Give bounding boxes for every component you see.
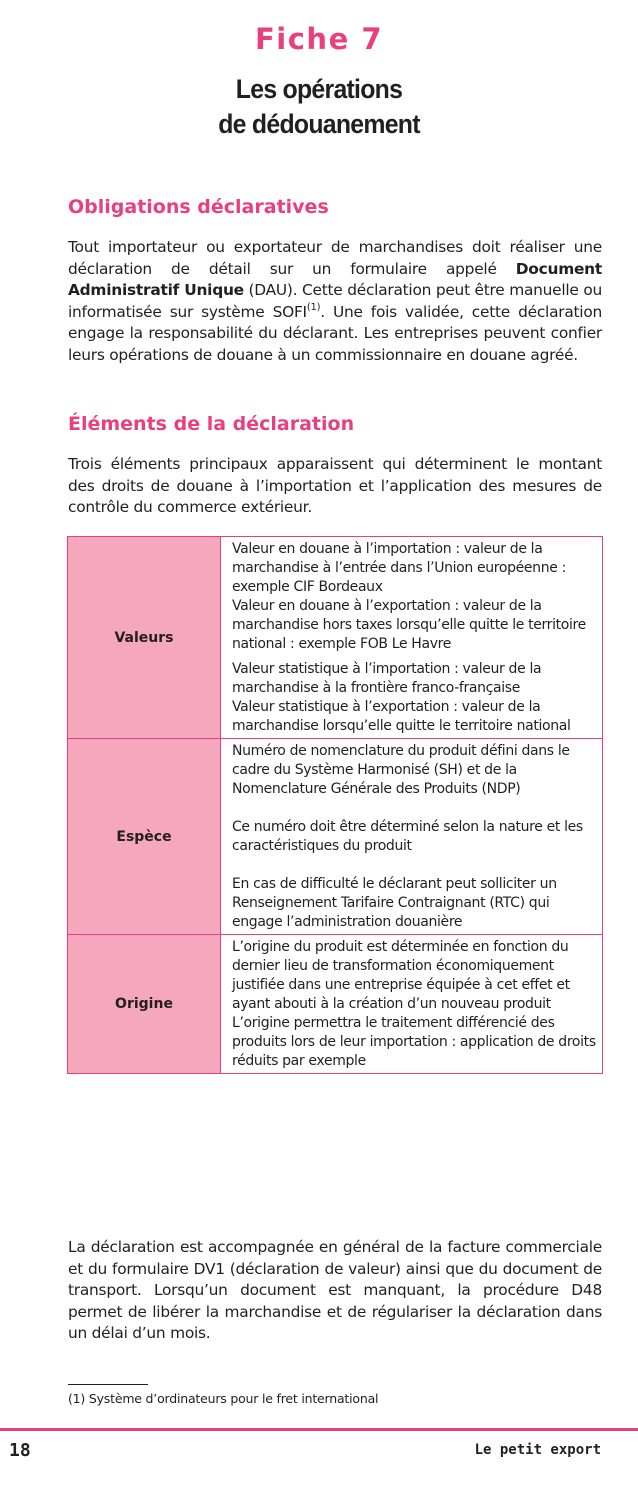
- closing-paragraph: La déclaration est accompagnée en général de la facture commerciale et du formulaire DV1 (déclaration de valeur) ainsi que du document de transport. Lorsqu’un document est manquant, la procédure D48 permet de libérer la marchandise et de régulariser la déclaration dans un délai d’un mois.: [68, 1238, 602, 1343]
- table-line: Numéro de nomenclature du produit défini dans le cadre du Système Harmonisé (SH) et de la Nomenclature Générale des Produits (NDP): [232, 743, 570, 797]
- table-description-cell: [221, 935, 603, 1074]
- running-title: Le petit export: [474, 1442, 601, 1458]
- table-category-cell: Origine: [68, 935, 221, 1074]
- declaration-elements-table: [67, 536, 603, 1074]
- table-row-espece: [68, 739, 603, 935]
- table-line: Valeur en douane à l’importation : valeur de la marchandise à l’entrée dans l’Union européenne : exemple CIF Bordeaux: [232, 541, 566, 595]
- footer-divider: [0, 1428, 638, 1431]
- dau-term: Document Administratif Unique: [68, 259, 602, 300]
- obligations-text-b: (DAU). Cette déclaration peut être manuelle ou informatisée sur système SOFI: [68, 281, 602, 321]
- footnote-divider: [68, 1384, 148, 1385]
- section-heading-elements: Éléments de la déclaration: [68, 413, 355, 435]
- page-title-line-1: Les opérations: [235, 74, 403, 104]
- table-row-origine: [68, 935, 603, 1074]
- table-category-cell: Espèce: [68, 739, 221, 935]
- table-description-cell: [221, 739, 603, 935]
- page-title: [26, 72, 613, 142]
- obligations-text-a: Tout importateur ou exportateur de marchandises doit réaliser une déclaration de détail sur un formulaire appelé: [68, 238, 602, 278]
- obligations-paragraph: [68, 237, 602, 367]
- elements-intro-paragraph: Trois éléments principaux apparaissent qui déterminent le montant des droits de douane à l’importation et l’application des mesures de contrôle du commerce extérieur.: [68, 455, 602, 517]
- table-line: L’origine du produit est déterminée en fonction du dernier lieu de transformation économiquement justifiée dans une entreprise équipée à cet effet et ayant abouti à la création d’un nouveau produit: [232, 939, 570, 1012]
- footnote: (1) Système d’ordinateurs pour le fret international: [68, 1391, 379, 1406]
- table-line: Valeur statistique à l’importation : valeur de la marchandise à la frontière franco-française: [232, 661, 542, 696]
- section-heading-obligations: Obligations déclaratives: [68, 196, 329, 218]
- table-line: Valeur statistique à l’exportation : valeur de la marchandise lorsqu’elle quitte le territoire national: [232, 699, 571, 734]
- table-line: Ce numéro doit être déterminé selon la nature et les caractéristiques du produit: [232, 819, 583, 854]
- page-title-line-2: de dédouanement: [218, 109, 420, 139]
- fiche-label: Fiche 7: [254, 22, 384, 56]
- footnote-reference: (1): [306, 301, 321, 313]
- table-line: Valeur en douane à l’exportation : valeur de la marchandise hors taxes lorsqu’elle quitte le territoire national : exemple FOB Le Havre: [232, 598, 586, 652]
- table-category-cell: Valeurs: [68, 537, 221, 739]
- page-number: 18: [9, 1440, 31, 1461]
- table-description-cell: [221, 537, 603, 739]
- table-line: L’origine permettra le traitement différencié des produits lors de leur importation : application de droits réduits par exemple: [232, 1015, 596, 1069]
- obligations-text-c: . Une fois validée, cette déclaration engage la responsabilité du déclarant. Les entreprises peuvent confier leurs opérations de douane à un commissionnaire en douane agréé.: [68, 302, 602, 364]
- table-line: En cas de difficulté le déclarant peut solliciter un Renseignement Tarifaire Contraignant (RTC) qui engage l’administration douanière: [232, 876, 557, 930]
- table-row-valeurs: [68, 537, 603, 739]
